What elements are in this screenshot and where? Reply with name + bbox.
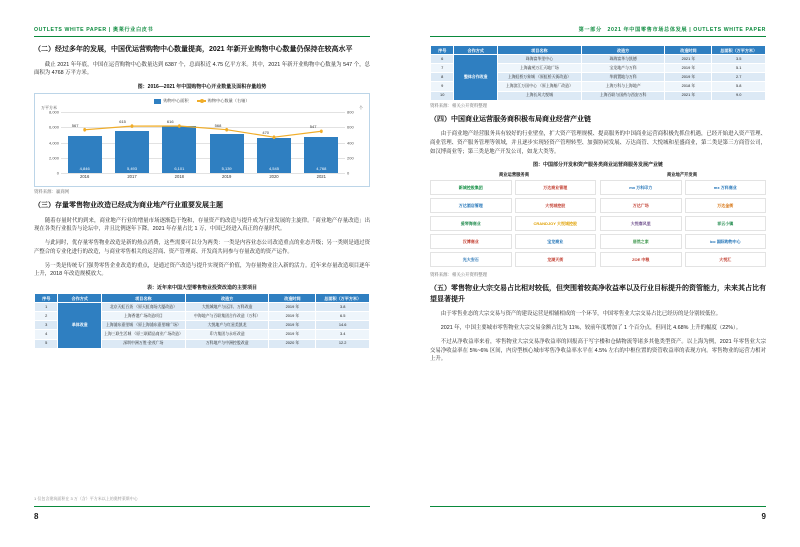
cell-index: 1: [35, 303, 58, 312]
cell-time: 2019 年: [269, 312, 316, 321]
cell-project: 上海鑫苑万汇天地广场: [497, 64, 581, 73]
cell-area: 9.0: [712, 91, 766, 100]
cell-time: 2019 年: [665, 73, 712, 82]
left-section-heading-3: （三）存量零售物业改造已经成为商业地产行业重要发展主题: [34, 202, 223, 209]
cell-project: 上海虹桥万象城 （原虹桥天街改造）: [497, 73, 581, 82]
th-party: 改造方: [581, 46, 665, 55]
logo-col1-title: 商业运营服务商: [498, 172, 530, 178]
logo-item: 宝龙商业: [515, 234, 597, 249]
left-footer-rule: [34, 506, 370, 507]
cell-time: 2019 年: [269, 330, 316, 339]
logo-item: 光大安石: [430, 252, 512, 267]
cell-time: 2019 年: [269, 321, 316, 330]
left-footer: [34, 512, 370, 521]
left-para-3a: 随着存量时代的到来，商业地产行业的增量市场逐渐趋于饱和，存量资产的改造与提升成为行业发展的主旋律。「商业地产存量改造」出现在各类行业报告与论坛中，并且比例逐年下降。2021 年存量占比 1 万，中国已经进入真正的存量时代。: [34, 217, 370, 233]
cell-index: 5: [35, 339, 58, 348]
cell-area: 5.8: [712, 82, 766, 91]
cell-area: 2.7: [712, 73, 766, 82]
logo-row: [600, 252, 766, 267]
th-index: 序号: [35, 294, 58, 303]
right-para-5a: 由于零售业态的大宗交易与资产的建设运营是相辅相成的一个环节，中国零售业大宗交易占比已经历的是分别较低位。: [440, 311, 722, 318]
th-time: 改造时间: [269, 294, 316, 303]
cell-area: 6.5: [316, 312, 370, 321]
logo-item: mx 万科商业: [685, 180, 767, 195]
chart-legend: [41, 98, 363, 104]
logo-row: [600, 234, 766, 249]
legend-swatch-line: [197, 100, 206, 102]
chart-caption: 图：2016—2021 年中国购物中心开业数量及面积存量趋势: [137, 84, 267, 90]
th-index: 序号: [431, 46, 454, 55]
logo-column-left: [430, 180, 596, 270]
chart-gridlines: 4,846 5,493 6,101 5,139 4,545 4,768 567 615 616 568 470 547: [61, 112, 345, 173]
logo-item: 祥云小镇: [685, 216, 767, 231]
th-project: 项目名称: [101, 294, 185, 303]
cell-mode: 单体改造: [58, 303, 102, 348]
cell-project: 上海浦东嘉里城 （原上海浦东嘉里城广场）: [101, 321, 185, 330]
cell-time: 2018 年: [665, 82, 712, 91]
th-time: 改造时间: [665, 46, 712, 55]
left-footnote: 1 仅包含建筑面积在 3 万（含）平方米以上的奥特莱斯中心: [34, 496, 138, 501]
right-footer-rule: [430, 506, 766, 507]
cell-party: 上海百联与国药与西安万科: [581, 91, 665, 100]
chart-ylabel: 万平方米: [41, 105, 57, 110]
th-project: 项目名称: [497, 46, 581, 55]
right-footer: [430, 512, 766, 521]
chart-bar-2016: 4,846: [68, 112, 102, 173]
cell-party: 印力集团与永旺改造: [185, 330, 269, 339]
chart-bar-2019: 5,139: [210, 112, 244, 173]
cell-party: 上海万科与上海地产: [581, 82, 665, 91]
chart-yaxis: 0 2,000 4,000 6,000 8,000: [48, 109, 59, 176]
right-data-table: [430, 45, 766, 101]
cell-mode: 整体合作改造: [454, 55, 498, 100]
logo-item: CRANDJOY 大悦城控股: [515, 216, 597, 231]
logo-row: [600, 216, 766, 231]
cell-time: 2019 年: [269, 303, 316, 312]
legend-label-line: 购物中心数量（右轴）: [207, 98, 250, 103]
logo-item: 大悦城控股: [515, 198, 597, 213]
cell-time: 2020 年: [269, 339, 316, 348]
cell-index: 6: [431, 55, 454, 64]
table-row: [431, 55, 766, 64]
logo-col2-title: 商业地产开发商: [666, 172, 698, 178]
logo-item: ico 国际购物中心: [685, 234, 767, 249]
cell-time: 2021 年: [665, 55, 712, 64]
left-table-title: 表：近年来中国大型零售物业投资改造的主要项目: [146, 285, 257, 291]
chart-line-series: [61, 112, 345, 173]
logo-column-headers: [430, 172, 766, 178]
table-header-row: [35, 294, 370, 303]
logo-item: 居然之家: [600, 234, 682, 249]
left-section-heading-2: （二）经过多年的发展，中国优运营购物中心数量提高，2021 年新开业购物中心数量仍保持在较高水平: [34, 46, 353, 53]
chart-bar-2021: 4,768: [304, 112, 338, 173]
cell-index: 9: [431, 82, 454, 91]
right-para-5b: 2021 年，中国主要城市零售物业大宗交易金额占比为 11%，较前年度增加了 1 个百分点，但同比 4.68% 上升的幅度（22%）。: [440, 325, 742, 332]
cell-area: 12.2: [316, 339, 370, 348]
right-page: [400, 0, 800, 547]
logo-item: 万达金街: [685, 198, 767, 213]
table-row: [35, 303, 370, 312]
chart-bar-2017: 5,493: [115, 112, 149, 173]
legend-label-bar: 购物中心面积: [163, 98, 189, 103]
logo-item: 汉博商业: [430, 234, 512, 249]
logo-source: 资料来源：相关公开资料整理: [430, 272, 488, 278]
th-mode: 合作方式: [454, 46, 498, 55]
left-para-3c: 另一类是传统专门强势零售企业改造的重点，是通过资产改造与提升实现资产价值，为存量物业注入新的活力。近年来存量改造项目逐年上升，2018 年改造规模放大。: [34, 262, 370, 278]
th-area: 总面积（万平方米）: [712, 46, 766, 55]
chart-bar-2018: 6,101: [162, 112, 196, 173]
cell-index: 8: [431, 73, 454, 82]
cell-area: 3.4: [316, 330, 370, 339]
cell-project: 上海香港广场改造项目: [101, 312, 185, 321]
cell-area: 14.6: [316, 321, 370, 330]
cell-area: 3.8: [316, 303, 370, 312]
legend-item-bar: [154, 98, 188, 104]
cell-party: 中海地产与百联集团合作改造（万科）: [185, 312, 269, 321]
cell-project: 珠海富华里中心: [497, 55, 581, 64]
logo-item: 大悦春风里: [600, 216, 682, 231]
logo-item: mx 万科印力: [600, 180, 682, 195]
th-party: 改造方: [185, 294, 269, 303]
legend-item-line: [197, 98, 250, 104]
cell-index: 4: [35, 330, 58, 339]
logo-item: 大悦汇: [685, 252, 767, 267]
table-header-row: [431, 46, 766, 55]
logo-row: [430, 252, 596, 267]
legend-swatch-bar: [154, 99, 161, 104]
cell-party: 大悦地产与红星美凯龙: [185, 321, 269, 330]
cell-project: 上海长风大悦城: [497, 91, 581, 100]
cell-area: 3.5: [712, 55, 766, 64]
right-page-number: 9: [761, 512, 766, 521]
th-area: 总面积（万平方米）: [316, 294, 370, 303]
left-running-head: OUTLETS WHITE PAPER | 奥莱行业白皮书: [34, 27, 154, 33]
right-para-4a: 由于商业地产经营服务具有较好的行业壁垒，扩大资产管理规模、提高服务的中国商业运营商积极先抓住机遇，已经开始进入资产管理、商业管理、资产服务管理等领域，并且逐步实现轻资产管理转型、加强协同发展、万达商管、大悦城和星盛商业，第二类是第三方商管公司，如汉博商业等；第三类是地产开发公司，如龙大类等。: [430, 131, 766, 155]
cell-time: 2019 年: [665, 64, 712, 73]
logo-figure-title: 图：中国部分开发和资产服务类商业运营商服务发展产业链: [532, 162, 663, 169]
logo-column-right: [600, 180, 766, 270]
right-section-heading-4: （四）中国商业运营服务商积极布局商业经营产业链: [430, 115, 591, 123]
cell-index: 3: [35, 321, 58, 330]
left-footnote-wrap: [34, 487, 370, 505]
cell-index: 10: [431, 91, 454, 100]
logo-item: 龙湖天街: [515, 252, 597, 267]
logo-row: [430, 180, 596, 195]
cell-party: 宝龙地产与万科: [581, 64, 665, 73]
left-data-table: [34, 293, 370, 349]
cell-party: 大悦城地产与远洋、万科改造: [185, 303, 269, 312]
logo-item: 万达商业管理: [515, 180, 597, 195]
chart-source: 资料来源：赢商网: [34, 189, 70, 194]
chart-plot: [41, 106, 363, 184]
logo-item: 万达广场: [600, 198, 682, 213]
cell-party: 华润置地与万科: [581, 73, 665, 82]
cell-project: 北京天虹百货 （原天虹商场大厦改造）: [101, 303, 185, 312]
logo-row: [430, 234, 596, 249]
th-mode: 合作方式: [58, 294, 102, 303]
left-para-3b: 与此同时，优存量零售物业改造是新的热点消费，这些需要可以分为两类：一类是内容业态公司改造重点的业态升级；另一类则是通过资产整合的专业化进行的改造，与商业零售相关的运营商、资产管理商、开发商共同参与存量改造的资产运作。: [34, 240, 370, 255]
right-section-heading-5: （五）零售物业大宗交易占比相对较低，但突围着较高净收益率以及行业目标提升的资管能力，未来其占比有望显著提升: [430, 285, 766, 303]
cell-party: 万科地产与中洲控股改造: [185, 339, 269, 348]
logo-item: ZOE 中粮: [600, 252, 682, 267]
chart-container: [34, 93, 370, 187]
logo-item: 新城控股集团: [430, 180, 512, 195]
logo-row: [600, 198, 766, 213]
right-table-source: 资料来源：相关公开资料整理: [430, 102, 488, 108]
logo-item: 万达酒店管理: [430, 198, 512, 213]
cell-party: 珠海富华与凯德: [581, 55, 665, 64]
chart-bar-2020: 4,545: [257, 112, 291, 173]
logo-row: [430, 216, 596, 231]
cell-project: 上海滨江万国中心 （原上海船厂改造）: [497, 82, 581, 91]
cell-index: 2: [35, 312, 58, 321]
logo-item: 爱琴海商业: [430, 216, 512, 231]
cell-project: 上海三联生活城 （原三联精品商业广场改造）: [101, 330, 185, 339]
left-page-number: 8: [34, 512, 39, 521]
right-running-head: 第一部分 2021 年中国零售市场总体发展 | OUTLETS WHITE PAPER: [578, 27, 766, 33]
chart-y2axis: 0 200 400 600 800: [347, 109, 354, 176]
cell-project: 深圳中洲万胜·金茂广场: [101, 339, 185, 348]
cell-area: 5.1: [712, 64, 766, 73]
chart-xaxis: 2016 2017 2018 2019 2020 2021: [80, 174, 326, 179]
logo-row: [430, 198, 596, 213]
right-para-5c: 不过从净收益率来看，零售物业大宗交易净收益率的回报高于写字楼和仓储物流等诸多其他类型资产。以上海为例，2021 年零售业大宗交易净收益率在 5%~6% 区间，内房型核心城市零售净收益率水平在 4.5% 左右的中枢位置的资管收益率的表现方向。零售物业的运营力相对上升。: [430, 338, 766, 363]
logo-row: [600, 180, 766, 195]
logo-grid: [430, 180, 766, 270]
cell-index: 7: [431, 64, 454, 73]
left-section-paragraph-2: 截止 2021 年年底，中国在运营购物中心数量达到 6387 个，总面积近 4.75 亿平方米。其中，2021 年新开业购物中心数量为 547 个，总面积为 4768 万平方米。: [34, 61, 370, 77]
cell-time: 2021 年: [665, 91, 712, 100]
chart-y2label: 个: [359, 105, 363, 110]
